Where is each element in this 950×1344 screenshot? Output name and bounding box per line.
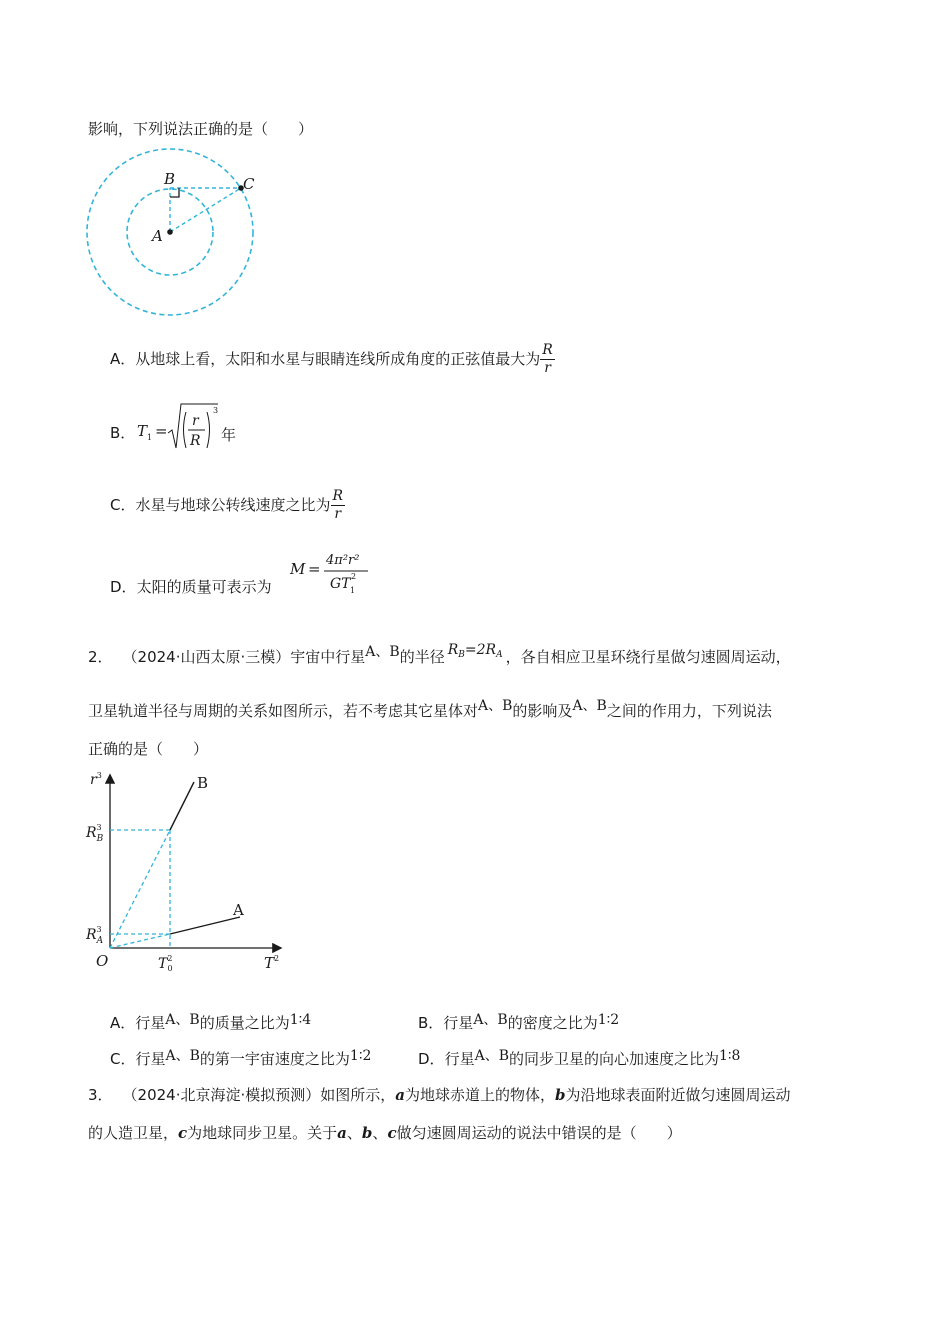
option-letter: B． [110, 424, 136, 442]
ra-label: $R^3$ A [86, 925, 104, 946]
rb-label: $R^3$ B [86, 823, 104, 844]
question-number: 3． [88, 1086, 113, 1104]
q2-graph [84, 766, 294, 978]
option-text: 从地球上看，太阳和水星与眼睛连线所成角度的正弦值最大为 [135, 350, 541, 368]
line-a-label: A [233, 901, 244, 919]
question-number: 2． [88, 648, 113, 666]
svg-text:1: 1 [147, 433, 153, 442]
label-b: B [164, 170, 176, 188]
q1-orbit-figure [84, 146, 259, 318]
q1-option-c [110, 488, 345, 523]
option-letter: C． [110, 496, 136, 514]
label-a: A [152, 227, 163, 245]
line-b [170, 782, 194, 830]
q2-line-1: 2． （2024·山西太原·三模）宇宙中行星A、B的半径 $R_B=2R_A$ ，各自相应卫星环绕行星做匀速圆周运动， [88, 642, 791, 666]
q2-option-b: B．行星A、B的密度之比为1∶2 [418, 1012, 620, 1032]
q1-option-d [110, 576, 272, 597]
label-c: C [243, 175, 255, 193]
svg-text:M: M [290, 560, 306, 578]
q2-option-d: D．行星A、B的同步卫星的向心加速度之比为1∶8 [418, 1048, 741, 1068]
point-a [167, 229, 173, 235]
q3-line-1: 3． （2024·北京海淀·模拟预测）如图所示，a为地球赤道上的物体，b为沿地球表面附近做匀速圆周运动 [88, 1086, 791, 1104]
svg-text:=: = [155, 422, 168, 440]
line-b-label: B [197, 774, 209, 792]
option-letter: A． [110, 350, 136, 368]
option-text: 太阳的质量可表示为 [136, 578, 272, 596]
svg-text:R: R [190, 433, 201, 449]
t0-label: $T^2$ 0 [158, 954, 173, 973]
radius-relation: $R_B=2R_A$ [447, 642, 503, 660]
svg-text:2: 2 [351, 572, 357, 581]
q2-line-3: 正确的是（ ） [88, 740, 209, 758]
svg-text:年: 年 [221, 426, 237, 444]
question-source: （2024·北京海淀·模拟预测） [122, 1086, 321, 1104]
option-letter: D． [110, 578, 137, 596]
svg-text:GT: GT [330, 576, 351, 592]
q3-line-2: 的人造卫星，c为地球同步卫星。关于a、b、c做匀速圆周运动的说法中错误的是（ ） [88, 1124, 682, 1142]
q1-option-a [110, 342, 555, 377]
origin-label: O [96, 952, 109, 970]
svg-text:T: T [137, 422, 148, 440]
svg-text:4π²r²: 4π²r² [326, 553, 360, 568]
y-axis-label: $r^3$ [90, 771, 102, 788]
q2-line-2: 卫星轨道半径与周期的关系如图所示，若不考虑其它星体对A、B的影响及A、B之间的作用力，下列说法 [88, 698, 772, 720]
svg-text:r: r [192, 413, 199, 429]
q1-option-d-formula [288, 546, 378, 598]
line-a [170, 917, 240, 934]
svg-text:1: 1 [350, 586, 356, 595]
planet-names: A、B [365, 644, 400, 660]
q1-intro-tail: 影响，下列说法正确的是（ ） [88, 120, 314, 138]
x-axis-label: $T^2$ [264, 954, 280, 972]
fraction: $\frac{R}{r}$ [332, 488, 344, 522]
question-source: （2024·山西太原·三模） [122, 648, 291, 666]
option-text: 水星与地球公转线速度之比为 [135, 496, 331, 514]
svg-text:3: 3 [213, 406, 219, 415]
q2-option-a: A．行星A、B的质量之比为1∶4 [110, 1012, 312, 1032]
q2-option-c: C．行星A、B的第一宇宙速度之比为1∶2 [110, 1048, 372, 1068]
svg-text:=: = [308, 560, 321, 578]
q1-option-b-formula [134, 398, 249, 456]
q1-option-b [110, 400, 136, 442]
fraction: $\frac{R}{r}$ [542, 342, 553, 376]
